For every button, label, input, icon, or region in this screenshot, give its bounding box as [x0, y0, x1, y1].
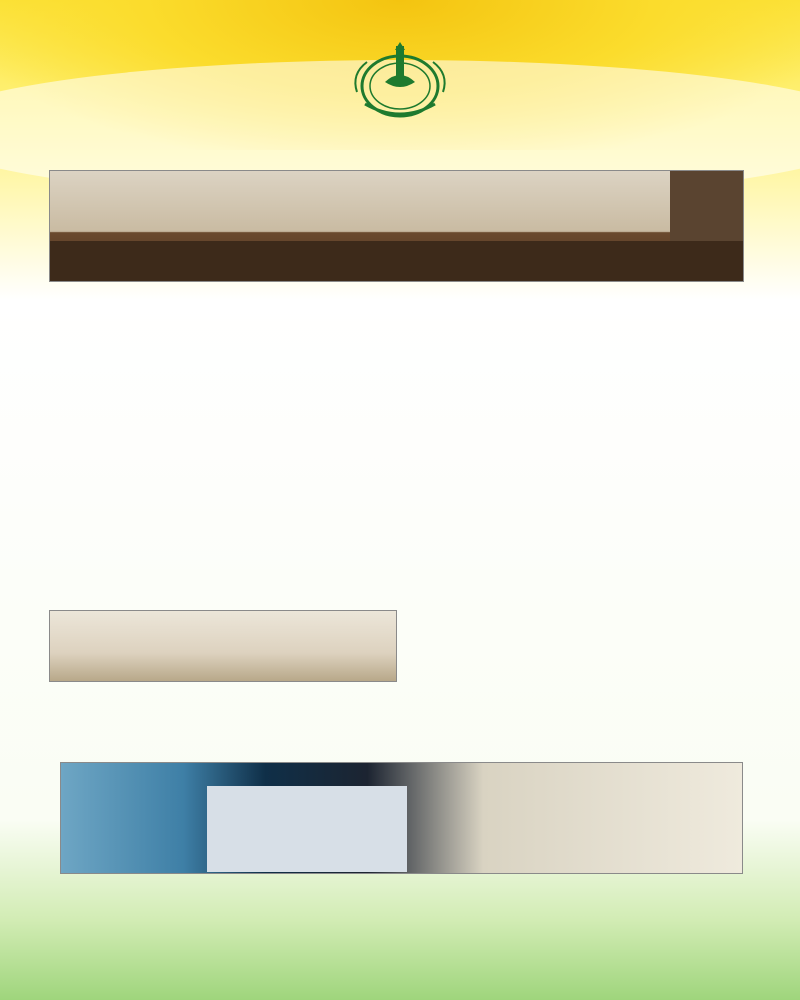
left-paragraph-1 — [49, 333, 399, 477]
left-paragraph-3 — [49, 705, 399, 755]
top-photo-panel — [49, 170, 744, 282]
right-paragraph-1 — [418, 458, 746, 608]
left-paragraph-2 — [49, 510, 399, 604]
university-crest-icon — [345, 42, 455, 122]
middle-left-photo-panel — [49, 610, 397, 682]
presentation-slide — [207, 786, 407, 872]
right-intro-paragraph — [418, 333, 746, 425]
right-paragraph-2 — [418, 665, 746, 751]
university-logo — [345, 42, 455, 122]
